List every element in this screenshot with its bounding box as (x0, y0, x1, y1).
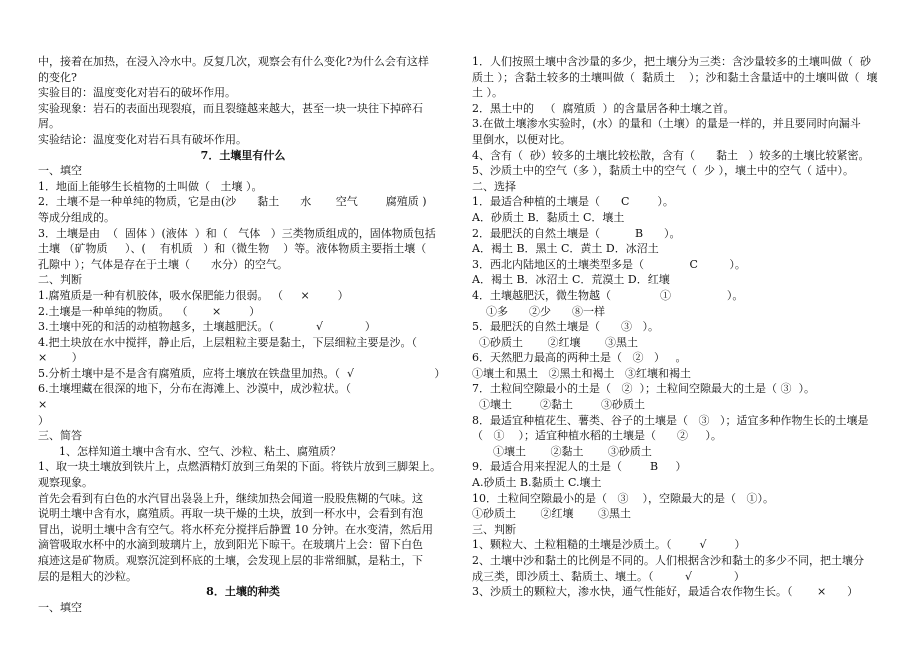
text-line: 3、沙质土的颗粒大，渗水快，通气性能好，最适合农作物生长。（ × ） (472, 585, 859, 599)
text-line: ①砂质土 ②红壤 ③黑土 (472, 507, 631, 521)
text-line: 2．黑土中的 （ 腐殖质 ）的含量居各种土壤之首。 (472, 101, 735, 115)
text-line: 孔隙中 ）；气体是存在于土壤（ 水分）的空气。 (38, 257, 288, 271)
text-line: ） (38, 413, 49, 427)
text-line: 屑。 (38, 117, 60, 131)
text-line: 土 ）。 (472, 86, 503, 100)
text-line: 6．天然肥力最高的两种土是（ ② ） 。 (472, 351, 687, 365)
text-line: 8．最适宜种植花生、薯类、谷子的土壤是（ ③ ）；适宜多种作物生长的土壤是 (472, 413, 869, 427)
text-line: 6.土壤埋藏在很深的地下，分布在海滩上、沙漠中，成沙粒状。（ × (38, 382, 453, 412)
text-line: 2、土壤中沙和黏土的比例是不同的。人们根据含沙和黏土的多少不同，把土壤分 (472, 554, 864, 567)
text-line: 2．土壤不是一种单纯的物质，它是由(沙 黏土 水 空气 腐殖质 ) (38, 195, 427, 209)
text-line: ①壤土和黑土 ②黑土和褐土 ③红壤和褐土 (472, 366, 691, 380)
text-line: ①壤土 ②黏土 ③砂质土 (472, 398, 645, 412)
text-line: ①壤土 ②黏土 ③砂质土 (472, 444, 652, 458)
text-line: 3．西北内陆地区的土壤类型多是（ C ）。 (472, 257, 746, 271)
text-line: A．褐土 B．冰沼土 C．荒漠土 D．红壤 (472, 273, 670, 287)
text-line: 说明土壤中含有水，腐殖质。再取一块干燥的土块，放到一杯水中，会看到有泡 (38, 507, 423, 521)
text-line: 的变化? (38, 70, 77, 84)
text-line: 10．土粒间空隙最小的是（ ③ ），空隙最大的是（ ①）。 (472, 491, 774, 505)
text-line: 9．最适合用来捏泥人的土是（ B ） (472, 460, 687, 474)
text-line: 质土 ）；含黏土较多的土壤叫做（ 黏质土 ）；沙和黏土含量适中的土壤叫做（ 壤 (472, 70, 878, 84)
text-line: 二、选择 (472, 179, 516, 193)
text-line: 3.土壤中死的和活的动植物越多，土壤越肥沃。（ √ ） (38, 320, 376, 334)
text-line: 成三类，即沙质土、黏质土、壤土。（ √ ） (472, 569, 745, 583)
text-line: 7．土粒间空隙最小的土是（ ② ）；土粒间空隙最大的土是（ ③ ）。 (472, 382, 815, 396)
text-line: 3．土壤是由 （ 固体 ）(液体 ）和（ 气体 ）三类物质组成的，固体物质包括 (38, 226, 436, 240)
text-line: 一、填空 (38, 164, 82, 178)
text-line: 等成分组成的。 (38, 210, 115, 224)
text-line: A．褐土 B．黑土 C．黄土 D．冰沼土 (472, 242, 659, 256)
text-line: 滴管吸取水杯中的水滴到玻璃片上，放到阳光下晾干。在玻璃片上会：留下白色 (38, 538, 423, 552)
text-line: 实验结论：温度变化对岩石具有破坏作用。 (38, 132, 247, 146)
text-line: 5．最肥沃的自然土壤是（ ③ ）。 (472, 320, 659, 334)
text-line: 里倒水，以便对比。 (472, 132, 571, 146)
text-line: × ） (38, 351, 83, 365)
text-line: 3.在做土壤渗水实验时，(水）的量和（土壤）的量是一样的，并且要同时向漏斗 (472, 117, 861, 131)
left-column (38, 54, 453, 615)
text-line: 中，接着在加热，在浸入冷水中。反复几次，观察会有什么变化?为什么会有这样 (38, 55, 429, 68)
text-line: 一、填空 (38, 600, 82, 614)
text-line: 三、简答 (38, 429, 82, 443)
text-line: 1、取一块土壤放到铁片上，点燃酒精灯放到三角架的下面。将铁片放到三脚架上。 (38, 460, 441, 474)
text-line: ①多 ②少 ⑧一样 (472, 304, 605, 318)
text-line: 冒出，说明土壤中含有空气。将水杯充分搅拌后静置 10 分钟。在水变清，然后用 (38, 522, 433, 536)
text-line: 三、判断 (472, 522, 516, 536)
text-line: 痕迹这是矿物质。观察沉淀到杯底的土壤，会发现上层的非常细腻，是粘土，下 (38, 554, 423, 567)
text-line: 1.腐殖质是一种有机胶体，吸水保肥能力很弱。 （ × ） (38, 288, 349, 302)
text-line: 5.分析土壤中是不是含有腐殖质，应将土壤放在铁盘里加热。（ √ ） (38, 366, 446, 380)
text-line: A．砂质土 B．黏质土 C．壤土 (472, 210, 625, 224)
text-line: 4.把土块放在水中搅拌，静止后，上层粗粒主要是黏土，下层细粒主要是沙。（ (38, 335, 417, 349)
text-line: 实验现象：岩石的表面出现裂痕，而且裂缝越来越大，甚至一块一块往下掉碎石 (38, 101, 423, 115)
text-line: 5、沙质土中的空气（多 ），黏质土中的空气（ 少 ），壤土中的空气（ 适中）。 (472, 164, 854, 178)
text-line: 2.土壤是一种单纯的物质。 （ × ） (38, 304, 261, 318)
text-line: 二、判断 (38, 273, 82, 287)
text-line: 2．最肥沃的自然土壤是（ B ）。 (472, 226, 681, 240)
text-line: （ ① ）；适宜种植水稻的土壤是（ ② ）。 (472, 429, 722, 443)
text-line: 1．人们按照土壤中含沙量的多少，把土壤分为三类：含沙量较多的土壤叫做（ 砂 (472, 55, 871, 68)
text-line: 层的是粗大的沙粒。 (38, 569, 137, 583)
text-line: 1、怎样知道土壤中含有水、空气、沙粒、粘土、腐殖质？ (38, 444, 341, 458)
right-column (472, 54, 892, 600)
text-line: 4．土壤越肥沃，微生物越（ ① ）。 (472, 288, 744, 302)
text-line: 实验目的：温度变化对岩石的破坏作用。 (38, 86, 236, 100)
text-line: 1．最适合种植的土壤是（ C ）。 (472, 195, 674, 209)
text-line: ①砂质土 ②红壤 ③黑土 (472, 335, 638, 349)
text-line: 4、含有（ 砂）较多的土壤比较松散，含有（ 黏土 ）较多的土壤比较紧密。 (472, 148, 870, 162)
text-line: 1、颗粒大、土粒粗糙的土壤是沙质土。（ √ ） (472, 538, 746, 552)
text-line: 观察现象。 (38, 476, 93, 490)
text-line: 1．地面上能够生长植物的土叫做（ 土壤 ）。 (38, 179, 263, 193)
text-line: 土壤 （矿物质 ）、( 有机质 ）和（微生物 ）等。液体物质主要指土壤（ (38, 242, 427, 256)
text-line: 7．土壤里有什么 (200, 148, 286, 162)
text-line: 首先会看到有白色的水汽冒出袅袅上升，继续加热会闻道一股股焦糊的气味。这 (38, 491, 423, 505)
text-line: A.砂质土 B.黏质土 C.壤土 (472, 476, 602, 490)
text-line: 8．土壤的种类 (206, 585, 280, 599)
